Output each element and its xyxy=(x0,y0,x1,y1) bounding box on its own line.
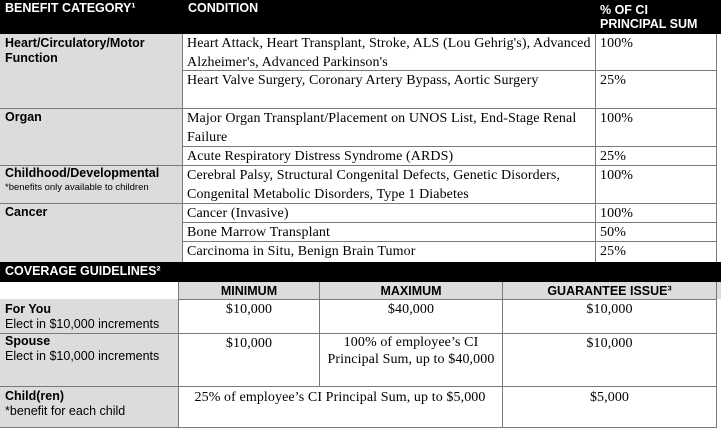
category-childhood-note: *benefits only available to children xyxy=(5,182,149,193)
condition-cell: Cerebral Palsy, Structural Congenital Defects, Genetic Disorders, Congenital Metabolic Disorders, Type 1 Diabetes xyxy=(187,168,560,202)
category-organ: Organ xyxy=(5,110,42,124)
percent-cell: 50% xyxy=(600,225,626,240)
coverage-row-label: For You xyxy=(5,302,52,316)
coverage-row-sub: *benefit for each child xyxy=(5,404,126,418)
coverage-maximum: $40,000 xyxy=(387,302,435,317)
condition-cell: Bone Marrow Transplant xyxy=(187,225,330,240)
grid-line xyxy=(0,386,717,387)
category-childhood: Childhood/Developmental xyxy=(5,166,160,180)
coverage-row-label: Child(ren) xyxy=(5,389,65,403)
condition-cell: Major Organ Transplant/Placement on UNOS List, End-Stage Renal Failure xyxy=(187,111,577,145)
coverage-label-column-header xyxy=(0,282,178,299)
percent-header: % OF CI PRINCIPAL SUM xyxy=(600,3,698,31)
coverage-guarantee: $5,000 xyxy=(589,390,630,405)
condition-cell: Heart Attack, Heart Transplant, Stroke, ALS (Lou Gehrig's), Advanced Alzheimer's, Advanced Parkinson's xyxy=(187,36,591,70)
percent-cell: 25% xyxy=(600,244,626,259)
coverage-minimum: $10,000 xyxy=(225,336,273,351)
grid-line xyxy=(595,34,596,262)
category-cancer: Cancer xyxy=(5,205,48,219)
grid-line xyxy=(182,34,183,262)
maximum-header: MAXIMUM xyxy=(380,284,442,298)
coverage-row-sub: Elect in $10,000 increments xyxy=(5,317,160,331)
coverage-guarantee: $10,000 xyxy=(586,302,633,317)
coverage-guarantee: $10,000 xyxy=(586,336,633,351)
grid-line xyxy=(716,34,717,262)
percent-cell: 100% xyxy=(600,36,634,51)
percent-cell: 100% xyxy=(600,111,634,126)
condition-cell: Heart Valve Surgery, Coronary Artery Bypass, Aortic Surgery xyxy=(187,73,539,88)
condition-header: CONDITION xyxy=(188,1,259,15)
percent-cell: 100% xyxy=(600,168,634,183)
condition-cell: Acute Respiratory Distress Syndrome (ARDS) xyxy=(187,149,454,164)
minimum-header: MINIMUM xyxy=(220,284,278,298)
coverage-row-sub: Elect in $10,000 increments xyxy=(5,349,160,363)
percent-cell: 25% xyxy=(600,149,626,164)
coverage-title: COVERAGE GUIDELINES² xyxy=(5,264,161,278)
category-column-bg xyxy=(0,34,182,262)
coverage-maximum: 100% of employee’s CI Principal Sum, up to $40,000 xyxy=(327,335,495,367)
percent-cell: 25% xyxy=(600,73,626,88)
condition-cell: Cancer (Invasive) xyxy=(187,206,289,221)
coverage-combined: 25% of employee’s CI Principal Sum, up to $5,000 xyxy=(194,390,486,405)
category-header: BENEFIT CATEGORY¹ xyxy=(5,1,136,15)
category-heart: Heart/Circulatory/Motor Function xyxy=(5,36,145,65)
percent-cell: 100% xyxy=(600,206,634,221)
coverage-minimum: $10,000 xyxy=(225,302,273,317)
coverage-row-label: Spouse xyxy=(5,334,51,348)
guarantee-header: GUARANTEE ISSUE³ xyxy=(547,284,672,298)
grid-line xyxy=(716,282,717,428)
condition-cell: Carcinoma in Situ, Benign Brain Tumor xyxy=(187,244,416,259)
